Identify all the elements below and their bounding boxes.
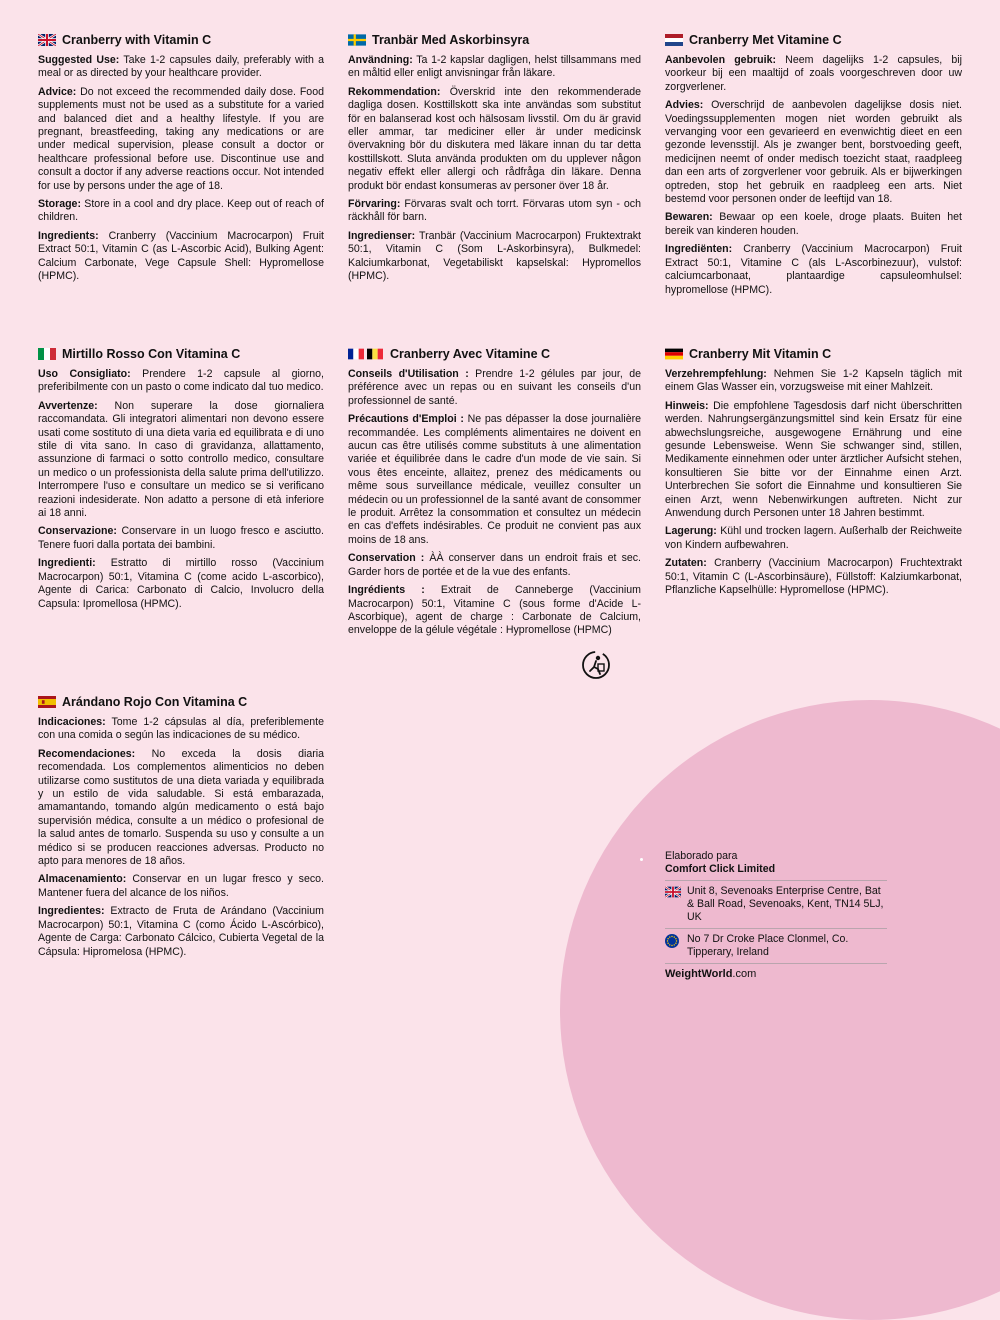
section-swedish-title: Tranbär Med Askorbinsyra <box>372 33 530 47</box>
section-german-storage: Lagerung: Kühl und trocken lagern. Außerhalb der Reichweite von Kindern aufbewahren. <box>665 525 962 551</box>
section-english-ingredients: Ingredients: Cranberry (Vaccinium Macrocarpon) Fruit Extract 50:1, Vitamin C (as L-Ascorbic Acid), Bulking Agent: Calcium Carbonate, Vege Capsule Shell: Hypromellose (HPMC). <box>38 229 324 283</box>
section-spanish-ingredients: Ingredientes: Extracto de Fruta de Arándano (Vaccinium Macrocarpon) 50:1, Vitamina C (como Ácido L-Ascórbico), Agente de Carga: Carbonato Cálcico, Cubierta Vegetal de la Cápsula: Hipromelosa (HPMC). <box>38 905 324 958</box>
eu-flag-icon <box>665 934 681 948</box>
section-french <box>348 347 641 643</box>
section-english-usage: Suggested Use: Take 1-2 capsules daily, preferably with a meal or as directed by your healthcare provider. <box>38 54 324 80</box>
section-spanish-storage: Almacenamiento: Conservar en un lugar fresco y seco. Mantener fuera del alcance de los niños. <box>38 873 324 899</box>
section-german-usage: Verzehrempfehlung: Nehmen Sie 1-2 Kapseln täglich mit einem Glas Wasser ein, vorzugsweise mit einer Mahlzeit. <box>665 368 962 394</box>
section-italian-storage: Conservazione: Conservare in un luogo fresco e asciutto. Tenere fuori dalla portata dei bambini. <box>38 525 324 551</box>
belgium-flag-icon <box>367 348 383 360</box>
eu-address: No 7 Dr Croke Place Clonmel, Co. Tipperary, Ireland <box>687 933 849 958</box>
section-spanish-usage: Indicaciones: Tome 1-2 cápsulas al día, preferiblemente con una comida o según las indicaciones de su médico. <box>38 716 324 742</box>
section-dutch-storage: Bewaren: Bewaar op een koele, droge plaats. Buiten het bereik van kinderen houden. <box>665 211 962 237</box>
uk-flag-icon <box>665 886 681 900</box>
section-spanish <box>38 695 324 964</box>
netherlands-flag-icon <box>665 34 683 46</box>
section-german-ingredients: Zutaten: Cranberry (Vaccinium Macrocarpon) Fruchtextrakt 50:1, Vitamin C (L-Ascorbinsäure), Füllstoff: Kalziumkarbonat, Pflanzliche Kapselhülle: Hypromellose (HPMC). <box>665 557 962 597</box>
italy-flag-icon <box>38 348 56 360</box>
section-german-title: Cranberry Mit Vitamin C <box>689 347 832 361</box>
france-flag-icon <box>348 348 364 360</box>
website: WeightWorld.com <box>665 963 887 981</box>
trash-recycle-icon <box>581 650 611 680</box>
made-for-label: Elaborado para <box>665 850 738 862</box>
section-dutch-title: Cranberry Met Vitamine C <box>689 33 842 47</box>
section-french-advice: Précautions d'Emploi : Ne pas dépasser la dose journalière recommandée. Les compléments alimentaires ne doivent en aucun cas être utilisés comme substituts à une alimentation variée et équilibrée dans le cadre d'un mode de vie sain. Si vous êtes enceinte, allaitez, prenez des médicaments ou même sous surveillance médicale, veuillez consulter un médecin ou un professionnel de la santé avant de consommer le produit. Arrêtez la consommation et consultez un médecin en cas d'effets indésirables. Ce produit ne convient pas aux moins de 18 ans. <box>348 413 642 546</box>
france-belgium-flags <box>348 348 384 360</box>
decorative-circle <box>560 700 1000 1320</box>
section-french-ingredients: Ingrédients : Extrait de Canneberge (Vaccinium Macrocarpon) 50:1, Vitamine C (sous forme d'Acide L-Ascorbique), agent de charge : Carbonate de Calcium, enveloppe de la gélule végétale : Hypromellose (HPMC) <box>348 584 642 637</box>
section-english-header <box>38 33 324 47</box>
section-german <box>665 347 962 603</box>
section-french-title: Cranberry Avec Vitamine C <box>390 347 551 361</box>
section-swedish-storage: Förvaring: Förvaras svalt och torrt. Förvaras utom syn - och räckhåll för barn. <box>348 198 641 224</box>
section-swedish <box>348 33 641 289</box>
section-italian-header <box>38 347 324 361</box>
section-italian <box>38 347 324 616</box>
spain-flag-icon <box>38 696 56 708</box>
section-english-storage: Storage: Store in a cool and dry place. Keep out of reach of children. <box>38 198 324 224</box>
section-swedish-advice: Rekommendation: Överskrid inte den rekommenderade dagliga dosen. Kosttillskott ska inte användas som substitut för en balanserad kost och hälsosam livsstil. Om du är gravid eller ammar, tar mediciner eller är under medicinsk övervakning bör du diskutera med läkare innan du tar detta kosttillskott. Sluta använda produkten om du upplever någon negativ effekt eller allergi och rådfråga din läkare. Denna produkt bör endast konsumeras av personer över 18 år. <box>348 85 641 192</box>
section-italian-title: Mirtillo Rosso Con Vitamina C <box>62 347 241 361</box>
section-italian-advice: Avvertenze: Non superare la dose giornaliera raccomandata. Gli integratori alimentari non devono essere usati come sostituto di una dieta varia ed equilibrata e di uno stile di vita sano. In caso di gravidanza, allattamento, assunzione di farmaci o sotto controllo medico, consultare un medico o un professionista della salute prima dell'utilizzo. Interrompere l'uso e consultare un medico se si verificano reazioni indesiderate. Non adatto a persone di età inferiore ai 18 anni. <box>38 399 324 520</box>
decorative-dot <box>640 858 643 861</box>
section-swedish-ingredients: Ingredienser: Tranbär (Vaccinium Macrocarpon) Fruktextrakt 50:1, Vitamin C (Som L-Askorbinsyra), Bulkmedel: Kalciumkarbonat, Vegetabiliskt kapselskal: Hypromellos (HPMC). <box>348 229 641 283</box>
section-german-advice: Hinweis: Die empfohlene Tagesdosis darf nicht überschritten werden. Nahrungsergänzungsmittel sind kein Ersatz für eine abwechslungsreiche, ausgewogene Ernährung und eine gesunde Lebensweise. Wenn Sie schwanger sind, stillen, Medikamente einnehmen oder unter ärztlicher Aufsicht stehen, konsultieren Sie bitte vor der Einnahme einen Arzt. Unterbrechen Sie sofort die Einnahme und konsultieren Sie einen Arzt, wenn Nebenwirkungen auftreten. Nicht zur Anwendung durch Personen unter 18 Jahren bestimmt. <box>665 399 962 520</box>
section-dutch-advice: Advies: Overschrijd de aanbevolen dagelijkse dosis niet. Voedingssupplementen mogen niet worden gebruikt als vervanging voor een gevarieerd en evenwichtig dieet en een gezonde levensstijl. Als je zwanger bent, borstvoeding geeft, medicijnen neemt of onder medisch toezicht staat, raadpleeg dan een arts of zorgverlener voor gebruik. Als er bijwerkingen optreden, stop het gebruik en raadpleeg een arts. Niet bestemd voor personen onder de leeftijd van 18. <box>665 99 962 206</box>
section-spanish-advice: Recomendaciones: No exceda la dosis diaria recomendada. Los complementos alimenticios no deben utilizarse como sustitutos de una dieta variada y equilibrada y un estilo de vida saludable. Si está embarazada, amamantando, tomando algún medicamento o está bajo supervisión médica, consulte a un médico o profesional de la salud antes de tomarlo. Suspenda su uso y consulte a un médico si se producen reacciones adversas. Producto no apto para menores de 18 años. <box>38 747 324 868</box>
section-dutch-usage: Aanbevolen gebruik: Neem dagelijks 1-2 capsules, bij voorkeur bij een maaltijd of zoals voorgeschreven door uw zorgverlener. <box>665 54 962 93</box>
eu-address-row <box>665 928 887 963</box>
section-swedish-header <box>348 33 641 47</box>
manufacturer-block <box>665 850 887 981</box>
section-french-storage: Conservation : ÀÀ conserver dans un endroit frais et sec. Garder hors de portée et de la vue des enfants. <box>348 552 641 578</box>
uk-address: Unit 8, Sevenoaks Enterprise Centre, Bat & Ball Road, Sevenoaks, Kent, TN14 5LJ, UK <box>687 885 884 923</box>
uk-flag-icon <box>38 34 56 46</box>
section-english <box>38 33 324 289</box>
section-italian-ingredients: Ingredienti: Estratto di mirtillo rosso (Vaccinium Macrocarpon) 50:1, Vitamina C (come acido L-ascorbico), Agente di Carica: Carbonato di Calcio, Involucro della Capsula: Ipromellosa (HPMC). <box>38 557 324 610</box>
section-german-header <box>665 347 962 361</box>
section-french-header <box>348 347 641 361</box>
section-english-title: Cranberry with Vitamin C <box>62 33 212 47</box>
section-dutch <box>665 33 962 302</box>
section-spanish-title: Arándano Rojo Con Vitamina C <box>62 695 248 709</box>
sweden-flag-icon <box>348 34 366 46</box>
section-english-advice: Advice: Do not exceed the recommended daily dose. Food supplements must not be used as a substitute for a varied and balanced diet and a healthy lifestyle. If you are pregnant, breastfeeding, taking any medications or are under medical supervision, please consult a doctor or healthcare professional before use. Discontinue use and consult a doctor if any adverse reactions occur. Not intended for use by persons under the age of 18. <box>38 85 324 192</box>
section-italian-usage: Uso Consigliato: Prendere 1-2 capsule al giorno, preferibilmente con un pasto o come indicato dal tuo medico. <box>38 368 324 394</box>
company-name: Comfort Click Limited <box>665 863 776 875</box>
section-swedish-usage: Användning: Ta 1-2 kapslar dagligen, helst tillsammans med en måltid eller enligt anvisningar från läkare. <box>348 54 641 80</box>
section-dutch-ingredients: Ingrediënten: Cranberry (Vaccinium Macrocarpon) Fruit Extract 50:1, Vitamine C (als L-Ascorbinezuur), vulstof: calciumcarbonaat, plantaardige capsuleomhulsel: hypromellose (HPMC). <box>665 243 962 296</box>
section-french-usage: Conseils d'Utilisation : Prendre 1-2 gélules par jour, de préférence avec un repas ou en suivant les conseils d'un professionnel de santé. <box>348 368 641 407</box>
section-spanish-header <box>38 695 324 709</box>
uk-address-row <box>665 880 887 928</box>
germany-flag-icon <box>665 348 683 360</box>
section-dutch-header <box>665 33 962 47</box>
